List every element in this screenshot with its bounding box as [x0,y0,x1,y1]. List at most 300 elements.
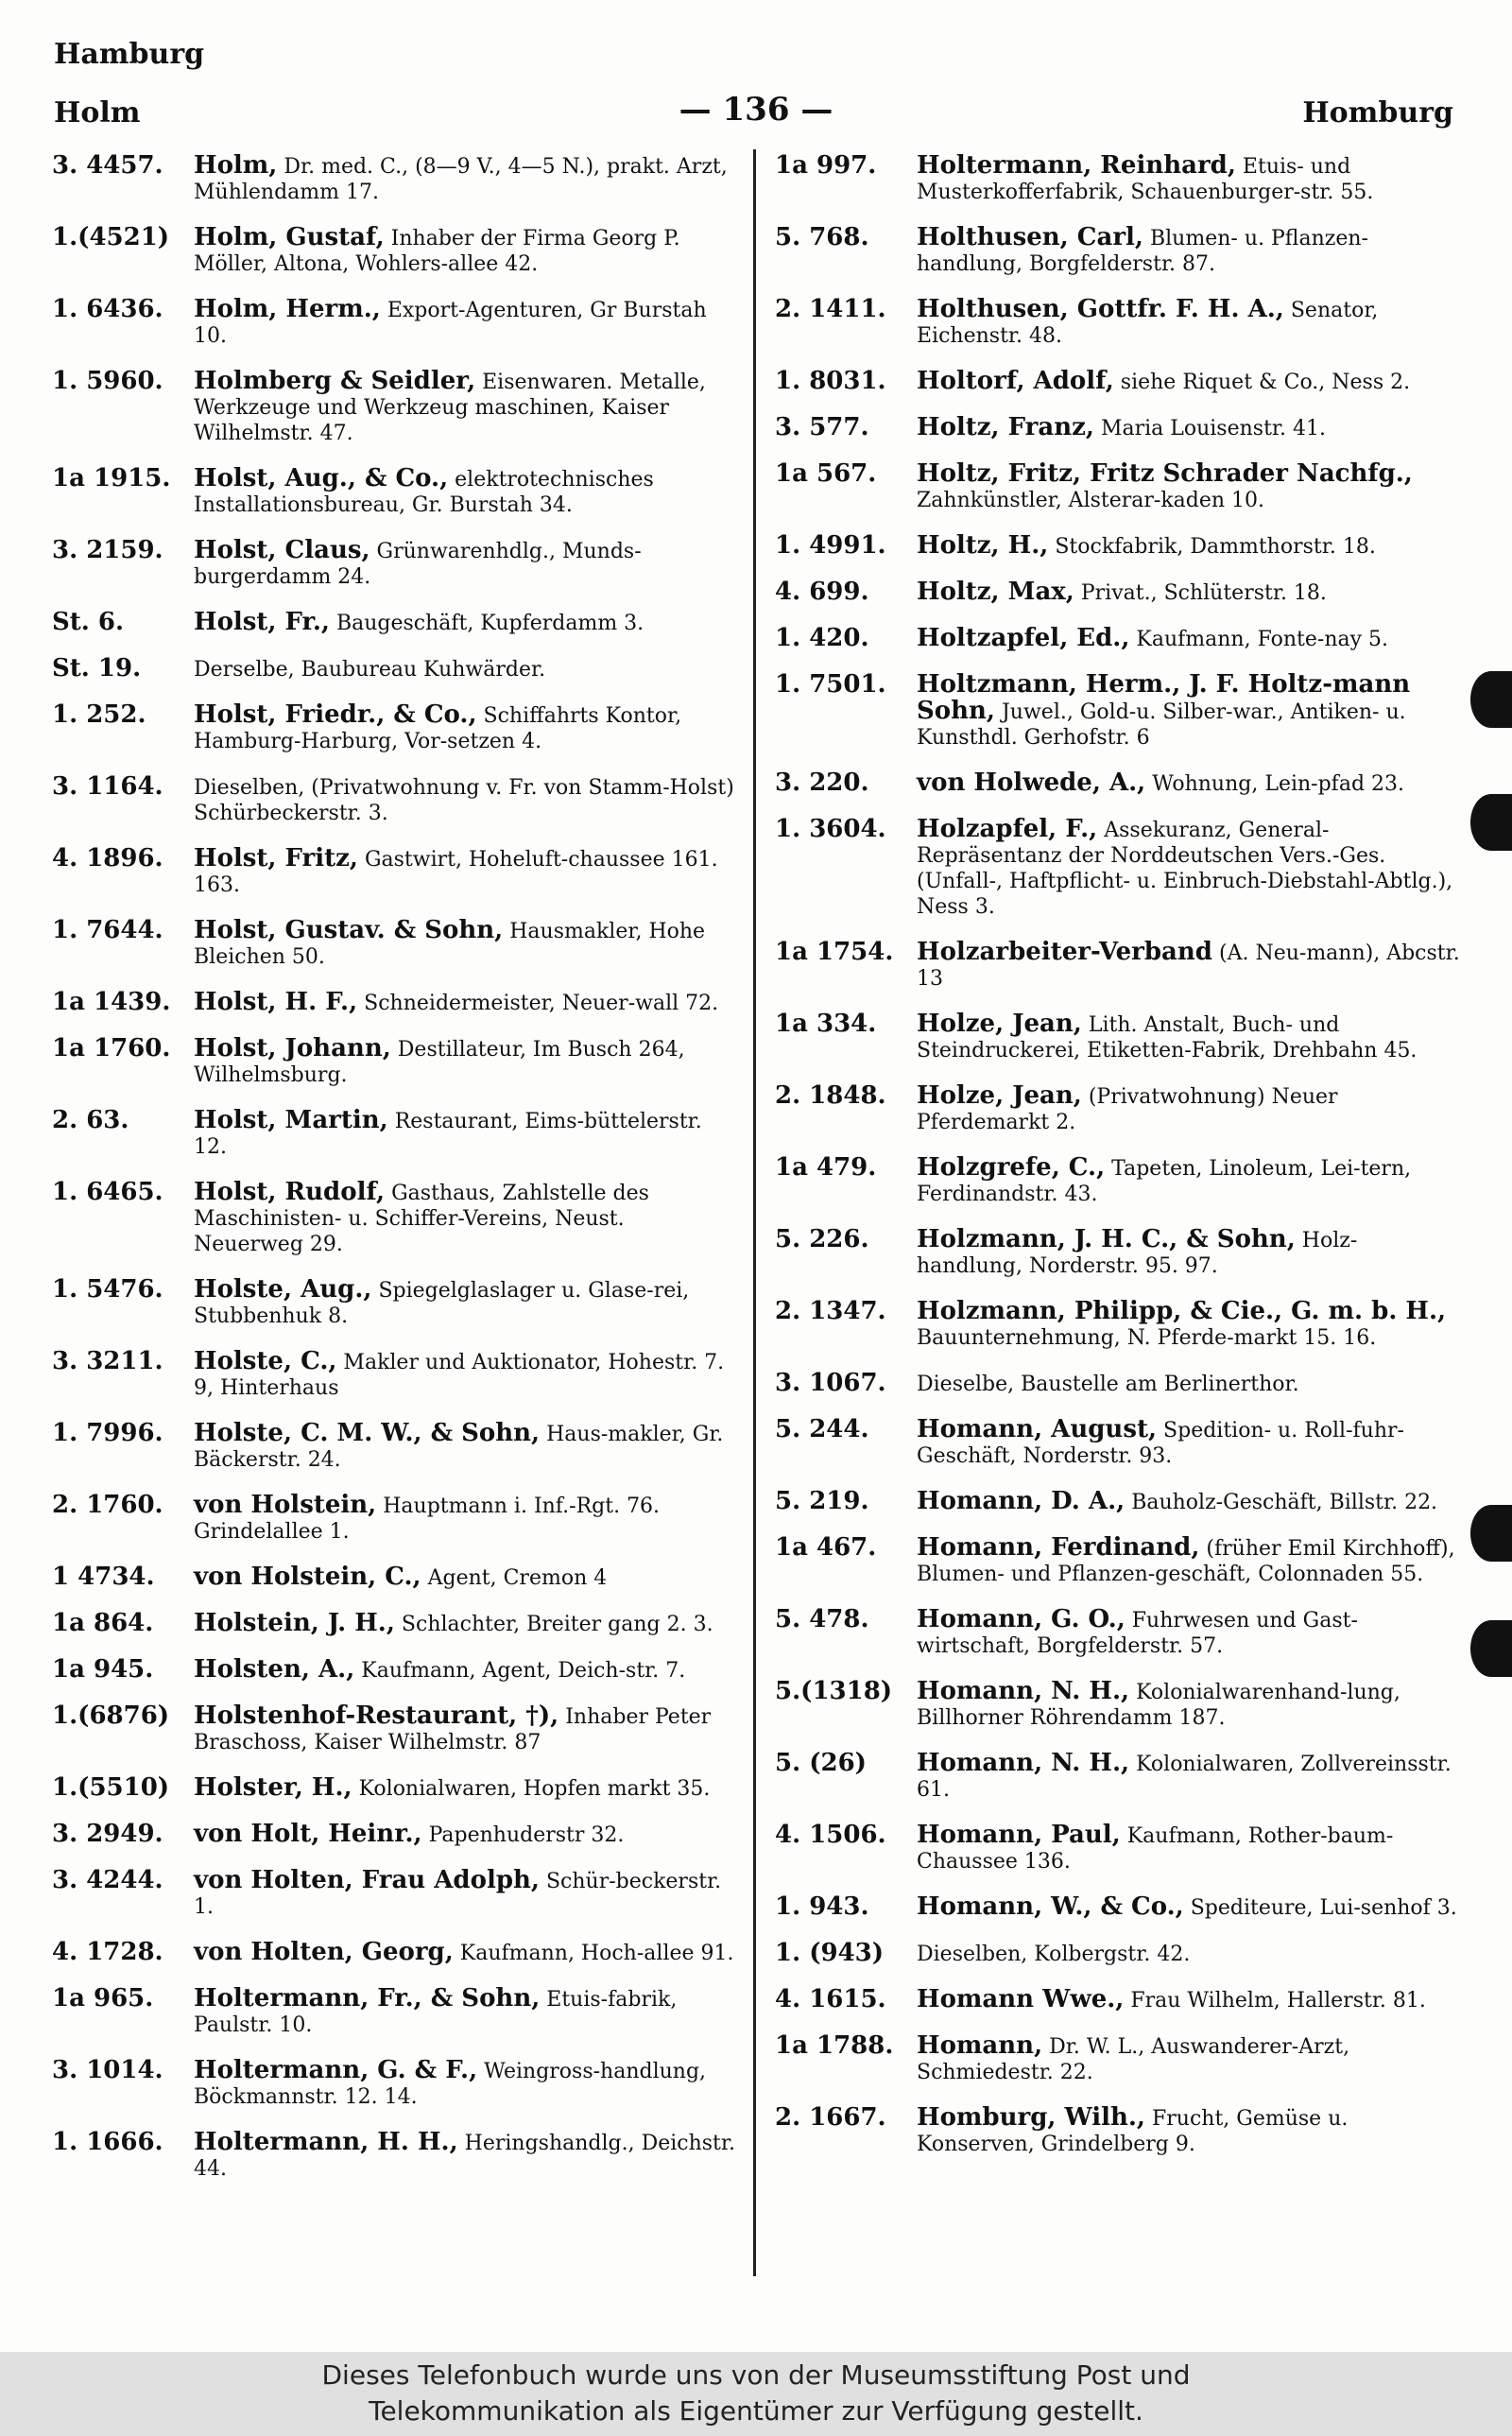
footer-line-2: Telekommunikation als Eigentümer zur Verfügung gestellt. [369,2395,1143,2427]
subscriber-name: Homann, N. H., [917,1749,1130,1777]
subscriber-name: Homann, [917,2031,1043,2060]
phone-number: 1a 1760. [52,1034,171,1063]
entry-text [194,1822,737,1848]
subscriber-name: Homann, August, [917,1415,1158,1443]
directory-entry [52,297,737,349]
phone-number: 1. 420. [775,624,869,652]
directory-entry [52,2058,737,2110]
punch-hole-mark [1470,1505,1512,1562]
phone-number: 1 4734. [52,1563,155,1591]
phone-number: 1. 7644. [52,916,163,944]
phone-number: 3. 3211. [52,1347,163,1375]
phone-number: 1. 252. [52,700,146,729]
entry-text [917,1987,1460,2013]
subscriber-details: Holz-handlung, Norderstr. 95. 97. [917,1229,1358,1278]
phone-number: 4. 699. [775,578,869,606]
entry-text [194,846,737,898]
phone-number: 1. 8031. [775,367,886,395]
phone-number: 1a 467. [775,1533,877,1562]
directory-entry [52,610,737,636]
phone-number: 3. 1014. [52,2056,163,2084]
entry-text [917,1607,1460,1659]
entry-text [194,1277,737,1329]
phone-number: 3. 1067. [775,1369,886,1397]
entry-text [194,1657,737,1684]
entry-text [194,1421,737,1473]
entry-text [917,2033,1460,2085]
subscriber-details: Export-Agenturen, Gr Burstah 10. [194,299,707,348]
phone-number: 5. (26) [775,1749,867,1777]
entry-text [917,1679,1460,1731]
phone-number: 5. 768. [775,223,869,251]
subscriber-details: Senator, Eichenstr. 48. [917,299,1379,348]
entry-text [194,610,737,636]
subscriber-details: Kolonialwaren, Hopfen markt 35. [358,1777,711,1801]
directory-entry [52,466,737,518]
entry-text [194,702,737,754]
entry-text [917,626,1460,652]
directory-entry [52,1868,737,1920]
subscriber-details: Dieselbe, Baustelle am Berlinerthor. [917,1373,1299,1396]
subscriber-name: Holtermann, H. H., [194,2128,458,2156]
entry-text [917,579,1460,606]
subscriber-details: Papenhuderstr 32. [428,1823,625,1847]
subscriber-name: Holthusen, Carl, [917,223,1143,251]
subscriber-details: Spediteure, Lui-senhof 3. [1190,1896,1457,1920]
phone-number: 1. 943. [775,1892,869,1921]
subscriber-name: Holtermann, Reinhard, [917,151,1236,180]
phone-number: 1. 3604. [775,815,886,843]
phone-number: 1. 5476. [52,1275,163,1304]
subscriber-details: Frau Wilhelm, Hallerstr. 81. [1130,1989,1426,2013]
directory-entry [775,1371,1460,1397]
subscriber-name: von Holt, Heinr., [194,1820,422,1848]
phone-number: 3. 2159. [52,536,163,564]
phone-number: 1. 7501. [775,670,886,699]
entry-text [917,297,1460,349]
entry-text [194,1611,737,1637]
entry-text [194,538,737,590]
phone-number: 2. 1760. [52,1491,163,1519]
entry-text [194,656,737,682]
subscriber-details: Spedition- u. Roll-fuhr-Geschäft, Norderstr. 93. [917,1419,1404,1468]
directory-entry [775,461,1460,513]
directory-entry [775,415,1460,441]
subscriber-details: Kaufmann, Agent, Deich-str. 7. [361,1659,686,1683]
directory-entry [52,1036,737,1088]
directory-entry [775,1011,1460,1063]
page-number: — 136 — [679,91,833,129]
entry-text [917,461,1460,513]
directory-entry [775,1535,1460,1587]
entry-text [917,2105,1460,2157]
subscriber-name: Holst, Rudolf, [194,1178,386,1206]
entry-text [194,1703,737,1755]
punch-hole-mark [1470,794,1512,851]
entry-text [194,774,737,826]
entry-text [194,466,737,518]
entry-text [194,1493,737,1545]
directory-entry [52,1421,737,1473]
subscriber-details: Eisenwaren. Metalle, Werkzeuge und Werkzeug maschinen, Kaiser Wilhelmstr. 47. [194,371,706,445]
phone-number: 3. 1164. [52,772,163,801]
phone-number: 1. 4991. [775,531,886,560]
footer-notice [0,2352,1512,2436]
entry-text [194,369,737,446]
phone-number: 3. 220. [775,769,869,797]
entry-text [194,2058,737,2110]
entry-text [917,1083,1460,1135]
entry-text [194,1180,737,1257]
entry-text [917,1227,1460,1279]
directory-entry [775,225,1460,277]
entry-text [194,1564,737,1591]
phone-number: 4. 1615. [775,1985,886,2013]
directory-entry [52,918,737,970]
subscriber-name: Holstenhof-Restaurant, †), [194,1702,559,1730]
subscriber-details: Kaufmann, Hoch-allee 91. [459,1942,734,1965]
phone-number: 1a 334. [775,1010,877,1038]
subscriber-name: Holzmann, J. H. C., & Sohn, [917,1225,1296,1253]
subscriber-name: Holmberg & Seidler, [194,367,476,395]
directory-entry [775,817,1460,920]
subscriber-details: siehe Riquet & Co., Ness 2. [1120,371,1411,394]
subscriber-name: Holst, Fritz, [194,844,358,872]
entry-text [194,1775,737,1802]
subscriber-name: von Holten, Frau Adolph, [194,1866,540,1894]
subscriber-details: Frucht, Gemüse u. Konserven, Grindelberg 9. [917,2107,1349,2156]
subscriber-name: Holtorf, Adolf, [917,367,1114,395]
directory-entry [52,702,737,754]
entry-text [194,918,737,970]
directory-entry [775,533,1460,560]
phone-number: 1a 479. [775,1153,877,1182]
entry-text [917,817,1460,920]
subscriber-name: Holtz, Fritz, Fritz Schrader Nachfg., [917,459,1413,488]
phone-number: 1. 6465. [52,1178,163,1206]
entry-text [917,1299,1460,1351]
subscriber-details: Kaufmann, Rother-baum-Chaussee 136. [917,1824,1394,1874]
subscriber-name: Homann, G. O., [917,1605,1125,1633]
subscriber-details: Agent, Cremon 4 [427,1566,608,1590]
subscriber-details: Fuhrwesen und Gast-wirtschaft, Borgfelderstr. 57. [917,1609,1358,1658]
directory-entry [775,1083,1460,1135]
subscriber-details: Makler und Auktionator, Hohestr. 7. 9, Hinterhaus [194,1351,725,1400]
phone-number: 1.(5510) [52,1773,170,1802]
directory-entry [52,990,737,1016]
phone-number: 1. 7996. [52,1419,163,1447]
directory-entry [775,1155,1460,1207]
directory-entry [52,1493,737,1545]
phone-number: 1a 1754. [775,938,894,966]
subscriber-details: Dieselben, (Privatwohnung v. Fr. von Stamm-Holst) Schürbeckerstr. 3. [194,776,734,825]
subscriber-details: Kaufmann, Fonte-nay 5. [1136,628,1389,651]
directory-entry [52,1349,737,1401]
subscriber-details: Dr. W. L., Auswanderer-Arzt, Schmiedestr. 22. [917,2035,1350,2084]
phone-number: 2. 63. [52,1106,129,1134]
entry-text [194,153,737,205]
phone-number: 1a 1788. [775,2031,894,2060]
footer-line-1: Dieses Telefonbuch wurde uns von der Museumsstiftung Post und [321,2359,1191,2391]
subscriber-name: Homann Wwe., [917,1985,1125,2013]
subscriber-name: Holzmann, Philipp, & Cie., G. m. b. H., [917,1297,1447,1325]
entry-text [917,770,1460,797]
subscriber-details: Dieselben, Kolbergstr. 42. [917,1943,1191,1966]
subscriber-name: Holste, C. M. W., & Sohn, [194,1419,541,1447]
phone-number: 1. 5960. [52,367,163,395]
subscriber-name: Holsten, A., [194,1655,355,1684]
directory-entry [775,369,1460,395]
directory-entry [775,579,1460,606]
directory-entry [52,153,737,205]
header-right-label: Homburg [1302,96,1453,130]
subscriber-name: Holtz, Franz, [917,413,1094,441]
subscriber-name: Homann, D. A., [917,1487,1125,1515]
directory-entry [52,1611,737,1637]
subscriber-details: Blumen- u. Pflanzen-handlung, Borgfelderstr. 87. [917,227,1368,276]
subscriber-details: Schiffahrts Kontor, Hamburg-Harburg, Vor-setzen 4. [194,704,682,753]
subscriber-details: Spiegelglaslager u. Glase-rei, Stubbenhuk 8. [194,1279,690,1328]
phone-number: 4. 1506. [775,1821,886,1849]
phone-number: 4. 1728. [52,1938,163,1966]
subscriber-name: Holst, Fr., [194,608,330,636]
entry-text [917,1894,1460,1921]
header-city: Hamburg [54,38,205,71]
subscriber-details: Derselbe, Baubureau Kuhwärder. [194,658,546,682]
punch-hole-mark [1470,671,1512,728]
subscriber-details: Haus-makler, Gr. Bäckerstr. 24. [194,1423,724,1472]
directory-entry [52,2130,737,2182]
subscriber-name: Holst, Martin, [194,1106,388,1134]
subscriber-details: Restaurant, Eims-büttelerstr. 12. [194,1110,702,1159]
subscriber-details: (A. Neu-mann), Abcstr. 13 [917,942,1460,991]
subscriber-name: von Holwede, A., [917,769,1146,797]
entry-text [194,2130,737,2182]
entry-text [917,1823,1460,1875]
phone-number: 2. 1347. [775,1297,886,1325]
subscriber-details: Heringshandlg., Deichstr. 44. [194,2132,735,2181]
subscriber-name: Holstein, J. H., [194,1609,395,1637]
subscriber-name: Holste, C., [194,1347,337,1375]
subscriber-name: Holm, Herm., [194,295,381,323]
subscriber-name: Holtzmann, Herm., J. F. Holtz-mann Sohn, [917,670,1411,725]
subscriber-name: Homann, Ferdinand, [917,1533,1200,1562]
entry-text [917,1751,1460,1803]
phone-number: 1a 965. [52,1984,154,2013]
directory-entry [775,1751,1460,1803]
entry-text [917,1417,1460,1469]
entry-text [194,1349,737,1401]
entry-text [917,1535,1460,1587]
phone-number: 2. 1667. [775,2103,886,2132]
entry-text [917,415,1460,441]
directory-entry [775,297,1460,349]
subscriber-details: Stockfabrik, Dammthorstr. 18. [1055,535,1376,559]
subscriber-name: Holzarbeiter-Verband [917,938,1212,966]
directory-entry [52,369,737,446]
phone-number: 3. 577. [775,413,869,441]
subscriber-name: Holst, Claus, [194,536,370,564]
subscriber-details: Hausmakler, Hohe Bleichen 50. [194,920,706,969]
right-column [775,153,1460,2177]
subscriber-name: Holtermann, Fr., & Sohn, [194,1984,541,2013]
entry-text [917,225,1460,277]
subscriber-details: Assekuranz, General-Repräsentanz der Norddeutschen Vers.-Ges. (Unfall-, Haftpflicht- u. Einbruch-Diebstahl-Abtlg.), Ness 3. [917,819,1453,919]
subscriber-details: Gasthaus, Zahlstelle des Maschinisten- u. Schiffer-Vereins, Neust. Neuerweg 29. [194,1182,649,1256]
directory-entry [775,672,1460,751]
subscriber-name: von Holstein, C., [194,1563,421,1591]
subscriber-name: Holm, Gustaf, [194,223,385,251]
entry-text [917,153,1460,205]
subscriber-details: Zahnkünstler, Alsterar-kaden 10. [917,489,1265,512]
phone-number: 1a 945. [52,1655,154,1684]
directory-entry [52,1703,737,1755]
entry-text [194,990,737,1016]
entry-text [194,225,737,277]
phone-number: 1a 567. [775,459,877,488]
subscriber-details: Inhaber der Firma Georg P. Möller, Altona, Wohlers-allee 42. [194,227,680,276]
subscriber-name: Holtermann, G. & F., [194,2056,478,2084]
directory-entry [775,1227,1460,1279]
phone-number: 1a 1915. [52,464,171,492]
entry-text [917,1371,1460,1397]
column-divider [753,149,756,2276]
subscriber-name: Holm, [194,151,278,180]
phone-number: 1a 997. [775,151,877,180]
entry-text [917,940,1460,992]
subscriber-name: von Holstein, [194,1491,377,1519]
directory-entry [775,770,1460,797]
subscriber-details: Hauptmann i. Inf.-Rgt. 76. Grindelallee 1. [194,1494,661,1544]
directory-entry [775,940,1460,992]
directory-entry [775,153,1460,205]
directory-entry [52,1277,737,1329]
entry-text [194,1940,737,1966]
subscriber-details: Weingross-handlung, Böckmannstr. 12. 14. [194,2060,707,2109]
subscriber-details: Grünwarenhdlg., Munds-burgerdamm 24. [194,540,642,589]
directory-entry [52,1940,737,1966]
phone-number: 3. 2949. [52,1820,163,1848]
subscriber-name: Homburg, Wilh., [917,2103,1145,2132]
subscriber-details: Bauunternehmung, N. Pferde-markt 15. 16. [917,1326,1377,1350]
directory-entry [52,1822,737,1848]
subscriber-details: Destillateur, Im Busch 264, Wilhelmsburg. [194,1038,685,1087]
entry-text [917,369,1460,395]
phone-number: 2. 1848. [775,1081,886,1110]
directory-entry [775,1823,1460,1875]
directory-entry [52,1108,737,1160]
directory-entry [775,1941,1460,1967]
phone-number: 1. (943) [775,1939,885,1967]
subscriber-name: Holze, Jean, [917,1010,1082,1038]
entry-text [194,1108,737,1160]
subscriber-details: Maria Louisenstr. 41. [1100,417,1326,441]
subscriber-details: Etuis- und Musterkofferfabrik, Schauenburger-str. 55. [917,155,1374,204]
subscriber-name: Holzapfel, F., [917,815,1098,843]
phone-number: 4. 1896. [52,844,163,872]
subscriber-details: Juwel., Gold-u. Silber-war., Antiken- u. Kunsthdl. Gerhofstr. 6 [917,700,1406,750]
directory-entry [52,1986,737,2038]
subscriber-name: Holtzapfel, Ed., [917,624,1130,652]
entry-text [194,1868,737,1920]
subscriber-name: Homann, Paul, [917,1821,1121,1849]
directory-entry [775,1417,1460,1469]
entry-text [917,1155,1460,1207]
subscriber-details: Inhaber Peter Braschoss, Kaiser Wilhelmstr. 87 [194,1705,712,1754]
phone-number: 1.(4521) [52,223,170,251]
subscriber-name: Holst, Aug., & Co., [194,464,449,492]
subscriber-name: Homann, W., & Co., [917,1892,1184,1921]
subscriber-name: Holtz, Max, [917,578,1074,606]
directory-entry [775,1489,1460,1515]
phone-number: 3. 4244. [52,1866,163,1894]
subscriber-details: Lith. Anstalt, Buch- und Steindruckerei, Etiketten-Fabrik, Drehbahn 45. [917,1013,1418,1063]
subscriber-details: Baugeschäft, Kupferdamm 3. [335,612,644,635]
subscriber-name: Holst, Johann, [194,1034,391,1063]
subscriber-details: Bauholz-Geschäft, Billstr. 22. [1131,1491,1438,1514]
directory-entry [775,626,1460,652]
subscriber-details: Etuis-fabrik, Paulstr. 10. [194,1988,678,2037]
directory-entry [775,1607,1460,1659]
phone-number: 3. 4457. [52,151,163,180]
phone-number: St. 6. [52,608,125,636]
subscriber-name: von Holten, Georg, [194,1938,454,1966]
entry-text [917,1941,1460,1967]
subscriber-details: Gastwirt, Hoheluft-chaussee 161. 163. [194,848,718,897]
phone-number: 5. 219. [775,1487,869,1515]
subscriber-name: Holst, H. F., [194,988,358,1016]
directory-entry [775,1679,1460,1731]
directory-entry [52,1775,737,1802]
entry-text [917,672,1460,751]
subscriber-name: Holster, H., [194,1773,352,1802]
directory-entry [775,1299,1460,1351]
directory-entry [775,1987,1460,2013]
directory-entry [52,656,737,682]
phone-number: 2. 1411. [775,295,886,323]
subscriber-details: (früher Emil Kirchhoff), Blumen- und Pflanzen-geschäft, Colonnaden 55. [917,1537,1455,1586]
punch-hole-mark [1470,1620,1512,1677]
entry-text [917,1011,1460,1063]
directory-entry [775,1894,1460,1921]
phone-number: 5. 226. [775,1225,869,1253]
entry-text [917,533,1460,560]
subscriber-details: Dr. med. C., (8—9 V., 4—5 N.), prakt. Arzt, Mühlendamm 17. [194,155,728,204]
directory-entry [52,1657,737,1684]
directory-entry [52,846,737,898]
subscriber-name: Holst, Friedr., & Co., [194,700,477,729]
phone-number: 1.(6876) [52,1702,170,1730]
left-column [52,153,737,2202]
subscriber-name: Homann, N. H., [917,1677,1130,1705]
subscriber-details: Kolonialwarenhand-lung, Billhorner Röhrendamm 187. [917,1681,1400,1730]
phone-number: 5.(1318) [775,1677,893,1705]
subscriber-name: Holze, Jean, [917,1081,1082,1110]
subscriber-details: Privat., Schlüterstr. 18. [1080,581,1327,605]
subscriber-details: Kolonialwaren, Zollvereinsstr. 61. [917,1753,1452,1802]
directory-entry [52,225,737,277]
subscriber-name: Holst, Gustav. & Sohn, [194,916,504,944]
subscriber-details: Schneidermeister, Neuer-wall 72. [364,992,719,1015]
directory-entry [775,2105,1460,2157]
entry-text [194,1986,737,2038]
entry-text [194,297,737,349]
phone-number: St. 19. [52,654,142,682]
phone-number: 5. 478. [775,1605,869,1633]
directory-entry [52,538,737,590]
subscriber-details: Wohnung, Lein-pfad 23. [1152,772,1405,796]
directory-entry [52,1180,737,1257]
